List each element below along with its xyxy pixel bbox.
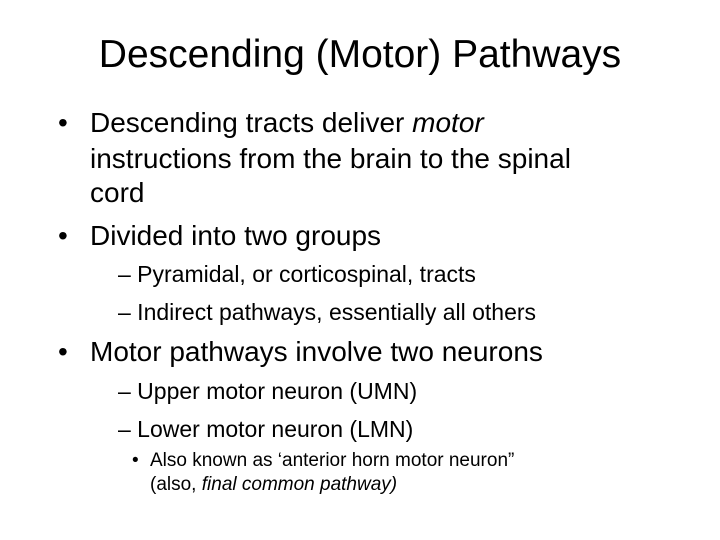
sub-sub-bullet-text: Also known as ‘anterior horn motor neuron” [150, 450, 515, 471]
bullet-marker: • [58, 220, 68, 251]
sub-bullet-text: – Lower motor neuron (LMN) [118, 416, 414, 442]
sub-bullet-text: – Upper motor neuron (UMN) [118, 378, 418, 404]
sub-bullet-text: – Pyramidal, or corticospinal, tracts [118, 261, 476, 287]
sub-sub-text-part: (also, [150, 474, 202, 495]
bullet-text: Motor pathways involve two neurons [90, 336, 543, 367]
bullet-text: Divided into two groups [90, 220, 382, 251]
sub-bullet-text: – Indirect pathways, essentially all others [118, 299, 537, 325]
sub-sub-bullet-text-continuation [150, 473, 397, 497]
bullet-marker: • [58, 107, 68, 138]
slide-title: Descending (Motor) Pathways [98, 33, 622, 76]
sub-sub-bullet-marker: • [132, 450, 139, 471]
bullet-text [90, 104, 484, 141]
bullet-marker: • [58, 336, 68, 367]
sub-sub-text-emphasis: final common pathway) [201, 474, 398, 495]
bullet-text-emphasis: motor [412, 107, 484, 138]
bullet-text-part: Descending tracts deliver [90, 107, 413, 138]
bullet-text-continuation: cord [90, 177, 145, 208]
bullet-text-continuation: instructions from the brain to the spinal [90, 143, 571, 174]
